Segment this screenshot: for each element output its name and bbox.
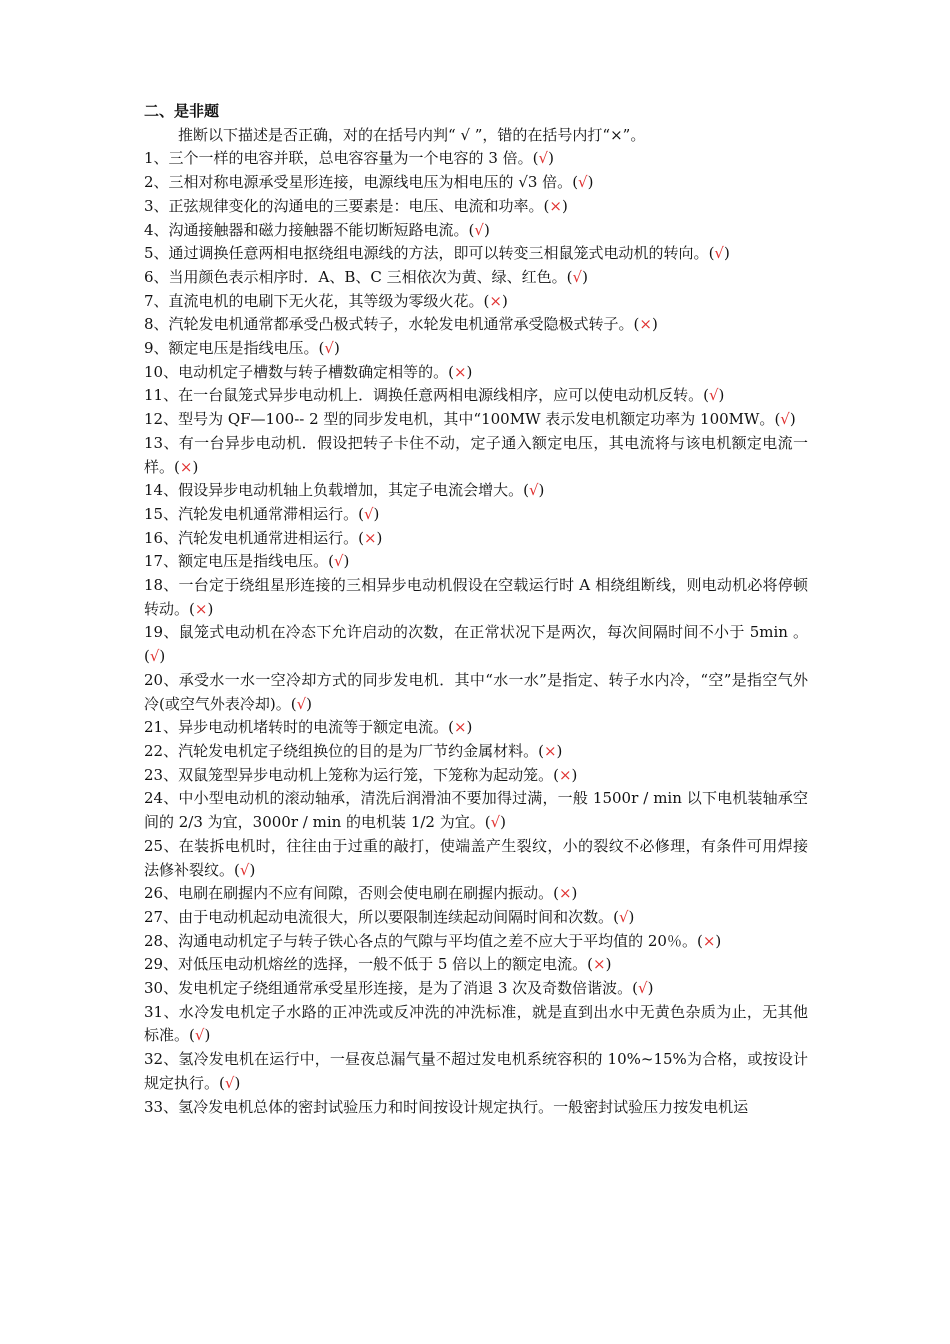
question-item — [144, 313, 808, 337]
question-item — [144, 219, 808, 243]
answer-mark-true: √ — [224, 1073, 235, 1092]
question-text: 5、通过调换任意两相电抠绕组电源线的方法，即可以转变三相鼠笼式电动机的转向。 — [144, 244, 709, 263]
paren-open: ( — [553, 765, 559, 784]
question-text: 30、发电机定子绕组通常承受星形连接，是为了消退 3 次及奇数倍谐波。 — [144, 979, 633, 998]
question-item — [144, 550, 808, 574]
question-item — [144, 503, 808, 527]
answer-mark-false: × — [489, 291, 502, 310]
question-text: 4、沟通接触器和磁力接触器不能切断短路电流。 — [144, 220, 469, 239]
paren-open: ( — [318, 339, 325, 358]
paren-open: ( — [189, 1026, 195, 1045]
question-item — [144, 384, 808, 408]
paren-open: ( — [532, 149, 539, 168]
paren-close: ) — [343, 552, 350, 571]
question-text: 6、当用颜色表示相序时．A、B、C 三相依次为黄、绿、红色。 — [144, 267, 567, 286]
question-text: 13、有一台异步电动机．假设把转子卡住不动，定子通入额定电压，其电流将与该电机额定电流一样。 — [144, 433, 808, 476]
question-text: 32、氢冷发电机在运行中，一昼夜总漏气量不超过发电机系统容积的 10%~15%为合格，或按设计规定执行。 — [144, 1050, 808, 1092]
answer-mark-false: × — [549, 196, 562, 215]
answer-mark-true: √ — [538, 149, 549, 168]
paren-close: ) — [373, 504, 380, 523]
question-item — [144, 977, 808, 1001]
paren-close: ) — [718, 386, 725, 405]
question-item — [144, 930, 808, 954]
answer-mark-false: × — [593, 955, 606, 974]
paren-open: ( — [219, 1073, 225, 1092]
question-text: 14、假设异步电动机轴上负载增加，其定子电流会增大。 — [144, 481, 524, 500]
paren-close: ) — [159, 647, 166, 666]
question-text: 2、三相对称电源承受星形连接，电源线电压为相电压的 √3 倍。 — [144, 173, 573, 192]
question-item — [144, 432, 808, 479]
paren-open: ( — [566, 267, 573, 286]
paren-open: ( — [633, 315, 640, 334]
paren-close: ) — [605, 955, 612, 974]
question-text: 33、氢冷发电机总体的密封试验压力和时间按设计规定执行。一般密封试验压力按发电机运 — [144, 1097, 749, 1116]
question-text: 7、直流电机的电刷下无火花，其等级为零级火花。 — [144, 291, 484, 310]
paren-open: ( — [543, 196, 550, 215]
paren-close: ) — [723, 244, 730, 263]
paren-close: ) — [500, 813, 507, 832]
question-text: 23、双鼠笼型异步电动机上笼称为运行笼，下笼称为起动笼。 — [144, 765, 554, 784]
answer-mark-false: × — [194, 599, 208, 618]
paren-open: ( — [632, 979, 639, 998]
paren-close: ) — [234, 1073, 241, 1092]
paren-open: ( — [189, 599, 195, 618]
paren-close: ) — [789, 410, 796, 429]
answer-mark-false: × — [558, 884, 572, 903]
paren-close: ) — [501, 291, 508, 310]
question-text: 19、鼠笼式电动机在冷态下允许启动的次数，在正常状况下是两次，每次间隔时间不小于 5min 。 — [144, 623, 808, 642]
paren-open: ( — [708, 244, 715, 263]
paren-close: ) — [207, 599, 214, 618]
answer-mark-true: √ — [528, 481, 539, 500]
question-item — [144, 787, 808, 834]
question-text: 20、承受水一水一空冷却方式的同步发电机．其中“水一水”是指定、转子水内冷，“空”是指空气外冷(或空气外表冷却)。 — [144, 670, 808, 713]
paren-open: ( — [290, 694, 297, 713]
paren-open: ( — [358, 504, 364, 523]
paren-close: ) — [647, 979, 654, 998]
paren-open: ( — [613, 907, 619, 926]
paren-close: ) — [651, 315, 658, 334]
paren-close: ) — [333, 339, 340, 358]
question-item — [144, 574, 808, 621]
answer-mark-true: √ — [333, 552, 344, 571]
answer-mark-true: √ — [638, 979, 648, 998]
answer-mark-true: √ — [149, 647, 160, 666]
answer-mark-false: × — [179, 457, 193, 476]
paren-close: ) — [715, 931, 722, 950]
question-item — [144, 835, 808, 882]
question-item — [144, 171, 808, 195]
paren-close: ) — [628, 907, 635, 926]
section-title: 二、是非题 — [144, 102, 220, 120]
question-text: 18、一台定于绕组星形连接的三相异步电动机假设在空载运行时 A 相绕组断线，则电动机必将停顿转动。 — [144, 576, 808, 618]
answer-mark-true: √ — [618, 907, 629, 926]
paren-close: ) — [192, 457, 199, 476]
question-text: 31、水冷发电机定子水路的正冲洗或反冲洗的冲洗标准，就是直到出水中无黄色杂质为止，无其他标准。 — [144, 1002, 808, 1045]
paren-open: ( — [174, 457, 180, 476]
question-item — [144, 740, 808, 764]
question-text: 9、额定电压是指线电压。 — [144, 339, 319, 358]
question-text: 22、汽轮发电机定子绕组换位的目的是为厂节约金属材料。 — [144, 741, 539, 760]
answer-mark-true: √ — [363, 504, 374, 523]
question-item — [144, 953, 808, 977]
paren-open: ( — [523, 481, 529, 500]
paren-open: ( — [774, 410, 781, 429]
question-text: 24、中小型电动机的滚动轴承，清洗后润滑油不要加得过满，一般 1500r / min 以下电机装轴承空间的 2/3 为宜，3000r / min 的电机装 1/2 为宜。 — [144, 789, 808, 832]
answer-mark-false: × — [702, 931, 716, 950]
answer-mark-true: √ — [490, 813, 501, 832]
question-item — [144, 716, 808, 740]
paren-close: ) — [204, 1026, 211, 1045]
question-item — [144, 266, 808, 290]
answer-mark-false: × — [639, 315, 652, 334]
answer-mark-true: √ — [239, 860, 250, 879]
question-item — [144, 669, 808, 716]
paren-open: ( — [234, 860, 240, 879]
question-item — [144, 361, 808, 385]
question-item — [144, 621, 808, 668]
question-item — [144, 764, 808, 788]
question-item — [144, 1048, 808, 1095]
answer-mark-true: √ — [572, 267, 583, 286]
answer-mark-true: √ — [296, 694, 307, 713]
paren-close: ) — [466, 718, 473, 737]
paren-close: ) — [556, 741, 563, 760]
question-text: 16、汽轮发电机通常进相运行。 — [144, 528, 359, 547]
question-text: 12、型号为 QF—100-- 2 型的同步发电机，其中“100MW 表示发电机额定功率为 100MW。 — [144, 410, 775, 429]
paren-close: ) — [483, 220, 490, 239]
question-text: 21、异步电动机堵转时的电流等于额定电流。 — [144, 718, 449, 737]
answer-mark-true: √ — [708, 386, 719, 405]
question-item — [144, 882, 808, 906]
paren-open: ( — [483, 291, 490, 310]
answer-mark-true: √ — [324, 339, 334, 358]
content-body — [144, 100, 808, 1119]
paren-close: ) — [561, 196, 568, 215]
paren-open: ( — [448, 362, 454, 381]
answer-mark-false: × — [363, 528, 377, 547]
paren-close: ) — [548, 149, 554, 168]
paren-close: ) — [249, 860, 256, 879]
question-item — [144, 290, 808, 314]
paren-close: ) — [571, 765, 578, 784]
paren-open: ( — [448, 718, 454, 737]
answer-mark-false: × — [543, 741, 557, 760]
answer-mark-true: √ — [578, 173, 588, 192]
question-text: 25、在装拆电机时，往往由于过重的敲打，使端盖产生裂纹，小的裂纹不必修理，有条件可用焊接法修补裂纹。 — [144, 836, 808, 879]
paren-open: ( — [572, 173, 579, 192]
paren-close: ) — [587, 173, 594, 192]
question-text: 10、电动机定子槽数与转子槽数确定相等的。 — [144, 362, 449, 381]
question-item — [144, 479, 808, 503]
question-text: 17、额定电压是指线电压。 — [144, 552, 329, 571]
paren-close: ) — [538, 481, 545, 500]
paren-open: ( — [144, 647, 150, 666]
answer-mark-true: √ — [194, 1026, 205, 1045]
question-text: 1、三个一样的电容并联，总电容容量为一个电容的 3 倍。 — [144, 149, 533, 168]
question-item — [144, 147, 808, 171]
question-item — [144, 906, 808, 930]
paren-close: ) — [571, 884, 578, 903]
paren-close: ) — [466, 362, 473, 381]
question-text: 26、电刷在刷握内不应有间隙，否则会使电刷在刷握内振动。 — [144, 884, 554, 903]
paren-close: ) — [306, 694, 312, 713]
question-item — [144, 337, 808, 361]
paren-open: ( — [484, 813, 491, 832]
question-item — [144, 408, 808, 432]
answer-mark-true: √ — [714, 244, 724, 263]
paren-open: ( — [538, 741, 544, 760]
answer-mark-false: × — [453, 718, 467, 737]
paren-open: ( — [358, 528, 364, 547]
paren-open: ( — [696, 931, 703, 950]
question-text: 15、汽轮发电机通常滞相运行。 — [144, 504, 359, 523]
question-item — [144, 1001, 808, 1048]
paren-close: ) — [582, 267, 588, 286]
paren-open: ( — [468, 220, 475, 239]
question-item — [144, 1096, 808, 1120]
question-item — [144, 242, 808, 266]
question-text: 8、汽轮发电机通常都承受凸极式转子，水轮发电机通常承受隐极式转子。 — [144, 315, 634, 334]
paren-open: ( — [328, 552, 334, 571]
paren-open: ( — [587, 955, 594, 974]
paren-close: ) — [376, 528, 383, 547]
answer-mark-false: × — [558, 765, 572, 784]
answer-mark-true: √ — [780, 410, 790, 429]
question-text: 29、对低压电动机熔丝的选择，一般不低于 5 倍以上的额定电流。 — [144, 955, 588, 974]
question-text: 3、正弦规律变化的沟通电的三要素是：电压、电流和功率。 — [144, 196, 544, 215]
question-item — [144, 195, 808, 219]
answer-mark-true: √ — [474, 220, 484, 239]
question-text: 28、沟通电动机定子与转子铁心各点的气隙与平均值之差不应大于平均值的 20％。 — [144, 931, 697, 950]
instruction-text: 推断以下描述是否正确，对的在括号内判“ √ ”，错的在括号内打“×”。 — [178, 125, 646, 144]
answer-mark-false: × — [453, 362, 467, 381]
question-text: 27、由于电动机起动电流很大，所以要限制连续起动间隔时间和次数。 — [144, 907, 614, 926]
paren-open: ( — [553, 884, 559, 903]
paren-open: ( — [703, 386, 709, 405]
question-text: 11、在一台鼠笼式异步电动机上．调换任意两相电源线相序，应可以使电动机反转。 — [144, 386, 704, 405]
question-item — [144, 527, 808, 551]
question-list — [144, 147, 808, 1119]
